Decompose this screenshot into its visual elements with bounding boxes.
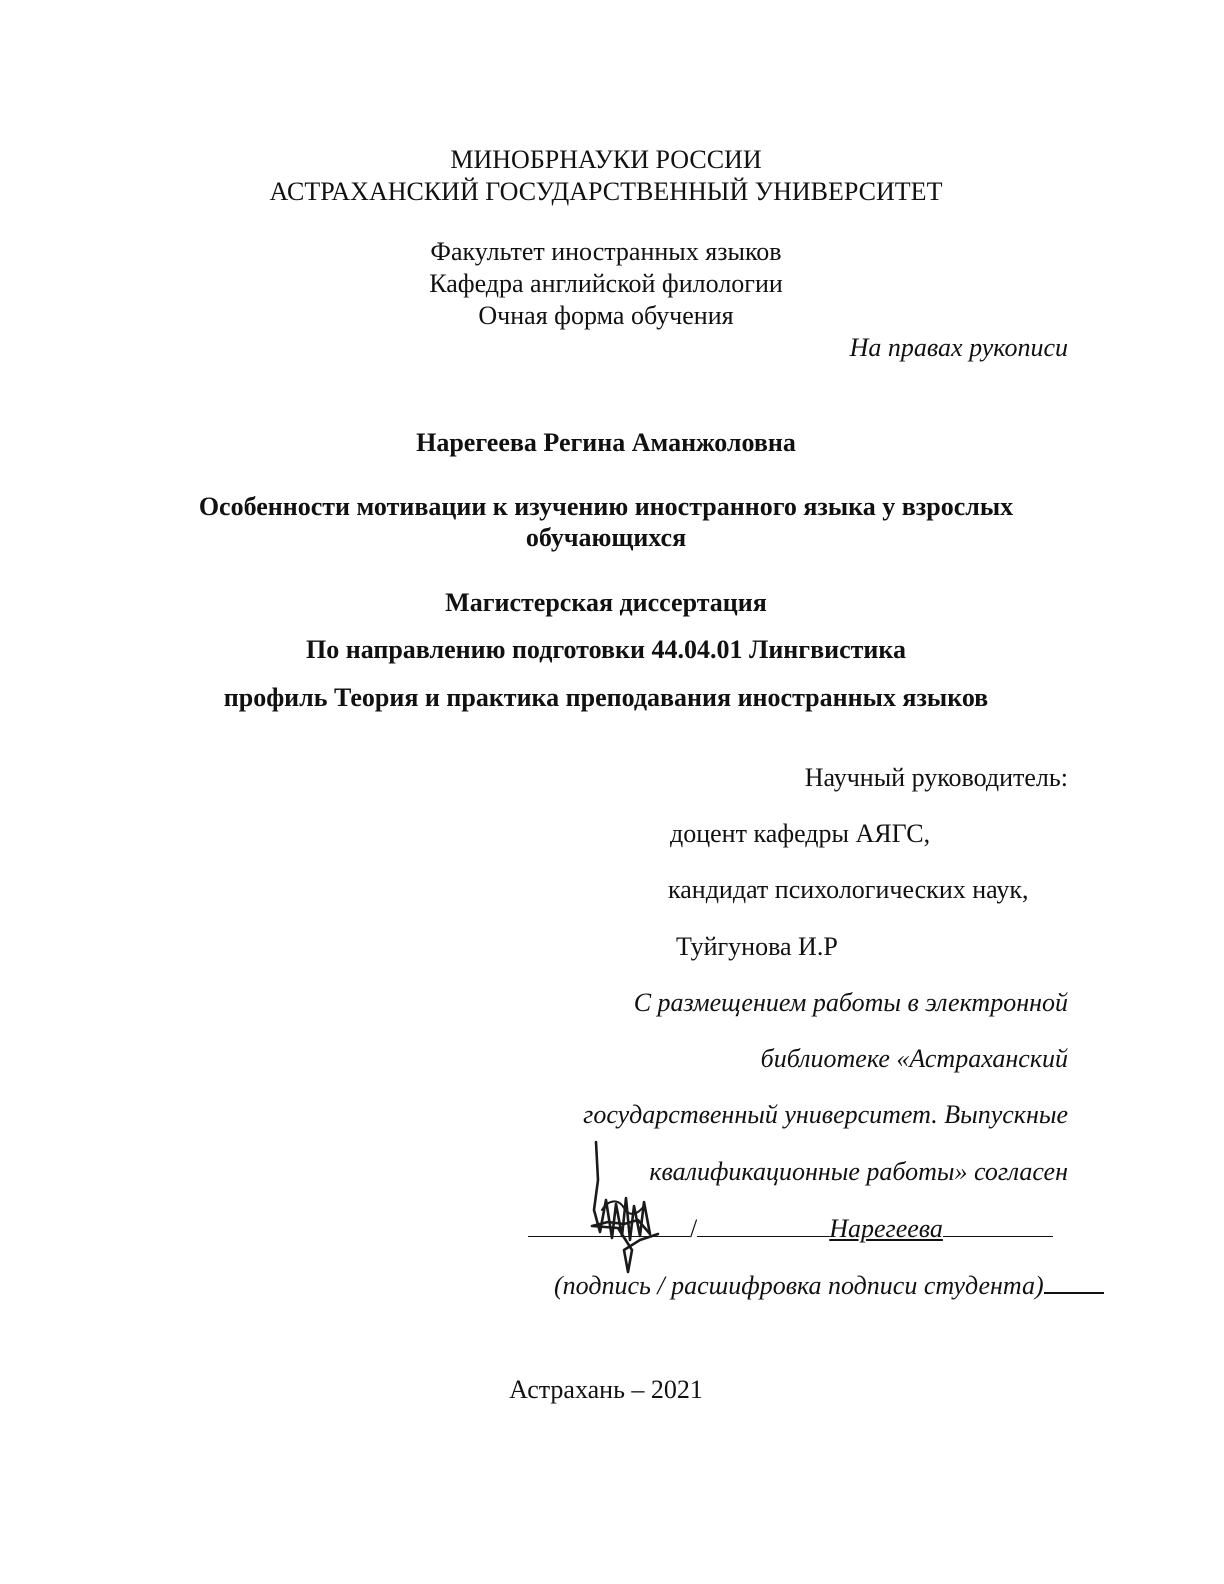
thesis-profile: профиль Теория и практика преподавания иностранных языков [223, 683, 989, 712]
name-blank-left [697, 1212, 829, 1237]
author-name: Нарегеева Регина Аманжоловна [416, 428, 796, 457]
manuscript-note: На правах рукописи [849, 333, 1068, 362]
signature-caption: (подпись / расшифровка подписи студента) [554, 1271, 1044, 1300]
consent-line1: С размещением работы в электронной [633, 988, 1068, 1017]
signature-name: Нарегеева [829, 1214, 943, 1243]
supervisor-degree: кандидат психологических наук, [668, 875, 1029, 904]
thesis-title-line1: Особенности мотивации к изучению иностранного языка у взрослых [198, 492, 1014, 521]
city-year: Астрахань – 2021 [509, 1375, 703, 1404]
consent-line4: квалификационные работы» согласен [649, 1157, 1068, 1186]
supervisor-name: Туйгунова И.Р [676, 932, 838, 961]
study-form: Очная форма обучения [478, 301, 734, 330]
faculty-name: Факультет иностранных языков [430, 237, 782, 266]
supervisor-position: доцент кафедры АЯГС, [670, 819, 931, 848]
thesis-direction: По направлению подготовки 44.04.01 Лингвистика [306, 635, 906, 664]
supervisor-label: Научный руководитель: [804, 763, 1068, 792]
consent-line3: государственный университет. Выпускные [583, 1100, 1068, 1129]
department-name: Кафедра английской филологии [429, 269, 783, 298]
university-name: АСТРАХАНСКИЙ ГОСУДАРСТВЕННЫЙ УНИВЕРСИТЕТ [269, 177, 943, 206]
consent-line2: библиотеке «Астраханский [760, 1044, 1068, 1073]
ministry-name: МИНОБРНАУКИ РОССИИ [450, 145, 762, 174]
signature-separator: / [690, 1214, 698, 1243]
thesis-type: Магистерская диссертация [445, 588, 767, 617]
thesis-title-line2: обучающихся [525, 523, 687, 552]
handwritten-signature [578, 1140, 678, 1280]
name-blank-right [943, 1212, 1053, 1237]
caption-blank [1044, 1268, 1104, 1294]
